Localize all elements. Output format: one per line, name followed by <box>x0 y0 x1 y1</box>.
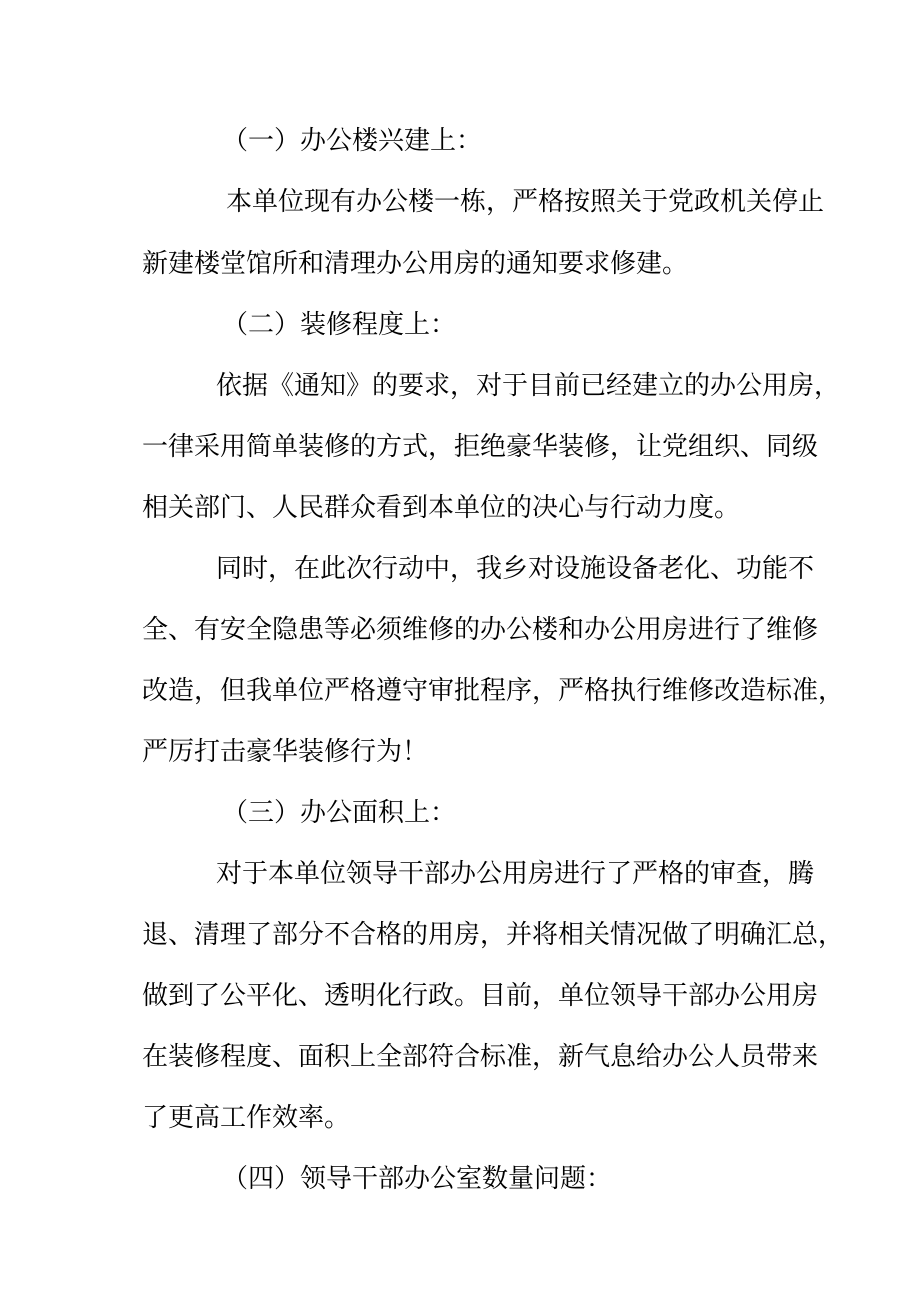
section-heading-3: （三）办公面积上： <box>222 798 457 828</box>
paragraph-3-line-1: 同时，在此次行动中，我乡对设施设备老化、功能不 <box>216 554 815 584</box>
paragraph-4-line-4: 在装修程度、面积上全部符合标准，新气息给办公人员带来 <box>142 1042 819 1072</box>
paragraph-1-line-2: 新建楼堂馆所和清理办公用房的通知要求修建。 <box>142 249 689 279</box>
paragraph-4-line-1: 对于本单位领导干部办公用房进行了严格的审查，腾 <box>216 859 815 889</box>
paragraph-3-line-3: 改造，但我单位严格遵守审批程序，严格执行维修改造标准， <box>142 676 845 706</box>
paragraph-2-line-1: 依据《通知》的要求，对于目前已经建立的办公用房， <box>216 371 841 401</box>
paragraph-3-line-2: 全、有安全隐患等必须维修的办公楼和办公用房进行了维修 <box>142 615 819 645</box>
paragraph-2-line-2: 一律采用简单装修的方式，拒绝豪华装修，让党组织、同级 <box>142 432 819 462</box>
paragraph-1-line-1: 本单位现有办公楼一栋，严格按照关于党政机关停止 <box>226 187 825 217</box>
paragraph-4-line-5: 了更高工作效率。 <box>142 1103 351 1133</box>
paragraph-4-line-3: 做到了公平化、透明化行政。目前，单位领导干部办公用房 <box>142 981 819 1011</box>
paragraph-2-line-3: 相关部门、人民群众看到本单位的决心与行动力度。 <box>142 493 741 523</box>
section-heading-2: （二）装修程度上： <box>222 310 457 340</box>
paragraph-3-line-4: 严厉打击豪华装修行为！ <box>142 737 429 767</box>
section-heading-4: （四）领导干部办公室数量问题： <box>222 1164 613 1194</box>
section-heading-1: （一）办公楼兴建上： <box>222 126 483 156</box>
paragraph-4-line-2: 退、清理了部分不合格的用房，并将相关情况做了明确汇总， <box>142 920 845 950</box>
